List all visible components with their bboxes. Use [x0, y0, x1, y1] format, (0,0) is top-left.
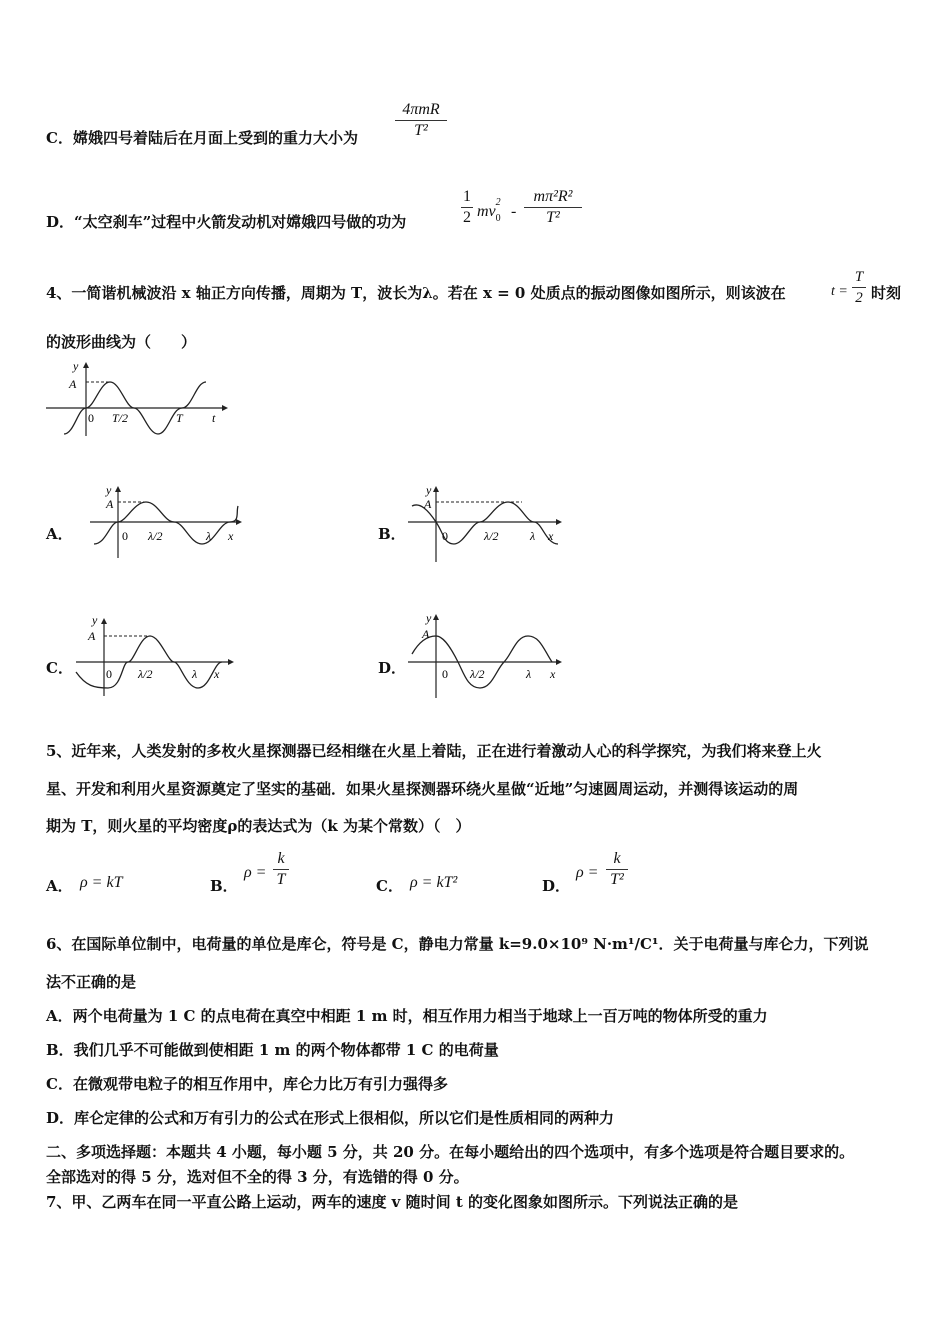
- q4-vibration-graph: [40, 358, 240, 438]
- amplitude-label: A: [106, 497, 114, 511]
- y-label: y: [92, 613, 98, 627]
- y-label: y: [426, 483, 432, 497]
- x-axis-arrow: [236, 519, 242, 525]
- half-wavelength-label: λ/2: [138, 667, 153, 681]
- q5-option-c-label[interactable]: C．: [376, 877, 403, 895]
- fraction-numerator: 4πmR: [402, 101, 440, 118]
- origin-label: 0: [122, 529, 128, 543]
- half-wavelength-label: λ/2: [148, 529, 163, 543]
- fraction-numerator: k: [277, 850, 285, 867]
- q6-option-c[interactable]: C．在微观带电粒子的相互作用中，库仑力比万有引力强得多: [46, 1075, 448, 1093]
- section2-line1: 二、多项选择题：本题共 4 小题，每小题 5 分，共 20 分。在每小题给出的四个选项中，有多个选项是符合题目要求的。: [46, 1143, 855, 1161]
- q4-option-a-graph: [86, 482, 246, 562]
- q5-option-b-label[interactable]: B．: [210, 877, 238, 895]
- q3-option-d-fraction: [524, 188, 582, 227]
- q4-line1: 4、一简谐机械波沿 x 轴正方向传播，周期为 T，波长为λ。若在 x = 0 处质点的振动图像如图所示，则该波在: [46, 284, 786, 302]
- fraction-numerator: 1: [463, 188, 471, 205]
- period-label: T: [176, 411, 183, 425]
- q3-option-c: C．嫦娥四号着陆后在月面上受到的重力大小为: [46, 129, 358, 147]
- q4-option-b-label[interactable]: B．: [378, 525, 406, 543]
- q3-option-c-fraction: [395, 101, 447, 140]
- x-label: x: [548, 529, 554, 543]
- wavelength-label: λ: [192, 667, 198, 681]
- section2-line2: 全部选对的得 5 分，选对但不全的得 3 分，有选错的得 0 分。: [46, 1168, 469, 1186]
- origin-label: 0: [88, 411, 94, 425]
- q6-option-b[interactable]: B．我们几乎不可能做到使相距 1 m 的两个物体都带 1 C 的电荷量: [46, 1041, 499, 1059]
- x-label: x: [550, 667, 556, 681]
- q6-option-d[interactable]: D．库仑定律的公式和万有引力的公式在形式上很相似，所以它们是性质相同的两种力: [46, 1109, 615, 1127]
- q4-t-fraction: [852, 268, 866, 307]
- q7-line1: 7、甲、乙两车在同一平直公路上运动，两车的速度 v 随时间 t 的变化图象如图所示。下列说法正确的是: [46, 1193, 738, 1211]
- x-label: x: [214, 667, 220, 681]
- t-label: t: [212, 411, 216, 425]
- q6-option-a[interactable]: A．两个电荷量为 1 C 的点电荷在真空中相距 1 m 时，相互作用力相当于地球上一百万吨的物体所受的重力: [46, 1007, 768, 1025]
- half-wavelength-label: λ/2: [484, 529, 499, 543]
- fraction-numerator: T: [854, 269, 864, 285]
- fraction-denominator: T²: [546, 209, 560, 226]
- y-axis-arrow: [83, 362, 89, 368]
- q6-line1: 6、在国际单位制中，电荷量的单位是库仑，符号是 C，静电力常量 k=9.0×10⁹ N·m¹/C¹．关于电荷量与库仑力，下列说: [46, 935, 869, 953]
- q4-line1-end: 时刻: [871, 284, 902, 302]
- y-axis-arrow: [433, 486, 439, 492]
- fraction-denominator: T²: [414, 122, 428, 139]
- q4-t-eq: t =: [831, 284, 848, 299]
- fraction-denominator: 2: [463, 209, 471, 226]
- q4-option-d-label[interactable]: D．: [378, 659, 407, 677]
- amplitude-label: A: [424, 497, 432, 511]
- y-label: y: [106, 483, 112, 497]
- q4-option-c-label[interactable]: C．: [46, 659, 73, 677]
- q6-line2: 法不正确的是: [46, 973, 137, 991]
- y-axis-arrow: [433, 614, 439, 620]
- fraction-denominator: 2: [855, 290, 863, 306]
- q4-option-d-graph: [404, 610, 569, 700]
- mv-term: mv: [477, 203, 496, 220]
- half-wavelength-label: λ/2: [470, 667, 485, 681]
- x-axis-arrow: [228, 659, 234, 665]
- fraction-denominator: T²: [610, 871, 624, 888]
- superscript: 2: [495, 197, 501, 208]
- x-axis-arrow: [556, 519, 562, 525]
- y-label: y: [426, 611, 432, 625]
- q5-option-b-fraction: [273, 850, 289, 889]
- q4-option-c-graph: [72, 612, 242, 697]
- wave-curve: [94, 502, 238, 544]
- q4-option-a-label[interactable]: A．: [46, 525, 73, 543]
- q4-option-b-graph: [404, 482, 569, 562]
- wavelength-label: λ: [206, 529, 212, 543]
- q5-line3: 期为 T，则火星的平均密度ρ的表达式为（k 为某个常数）（ ）: [46, 817, 471, 835]
- q5-option-d-label[interactable]: D．: [542, 877, 571, 895]
- q4-line2: 的波形曲线为（ ）: [46, 333, 197, 351]
- q5-option-c-expr: ρ = kT²: [410, 874, 458, 891]
- q5-option-d-fraction: [606, 850, 628, 889]
- fraction-numerator: k: [613, 850, 621, 867]
- x-axis-arrow: [556, 659, 562, 665]
- amplitude-label: A: [88, 629, 96, 643]
- q3-option-d-half: [461, 188, 473, 227]
- q5-line2: 星、开发和利用火星资源奠定了坚实的基础．如果火星探测器环绕火星做“近地”匀速圆周运动，并测得该运动的周: [46, 780, 799, 798]
- q3-option-d-mv: [477, 197, 501, 224]
- fraction-numerator: mπ²R²: [533, 188, 573, 205]
- y-axis-arrow: [101, 618, 107, 624]
- vibration-curve: [64, 382, 206, 434]
- q5-option-a-label[interactable]: A．: [46, 877, 73, 895]
- half-period-label: T/2: [112, 411, 129, 425]
- amplitude-label: A: [69, 377, 77, 391]
- wavelength-label: λ: [526, 667, 532, 681]
- fraction-denominator: T: [276, 871, 286, 888]
- q5-line1: 5、近年来，人类发射的多枚火星探测器已经相继在火星上着陆，正在进行着激动人心的科学探究，为我们将来登上火: [46, 742, 822, 760]
- amplitude-label: A: [422, 627, 430, 641]
- origin-label: 0: [442, 667, 448, 681]
- q5-option-d-lhs: ρ =: [576, 864, 599, 881]
- wavelength-label: λ: [530, 529, 536, 543]
- q5-option-a-expr: ρ = kT: [80, 874, 123, 891]
- x-label: x: [228, 529, 234, 543]
- q5-option-b-lhs: ρ =: [244, 864, 267, 881]
- origin-label: 0: [106, 667, 112, 681]
- q3-option-d-minus: -: [511, 203, 517, 220]
- t-axis-arrow: [222, 405, 228, 411]
- y-label: y: [73, 359, 79, 373]
- q3-option-d: D．“太空刹车”过程中火箭发动机对嫦娥四号做的功为: [46, 213, 407, 231]
- subscript: 0: [495, 213, 501, 224]
- y-axis-arrow: [115, 486, 121, 492]
- origin-label: 0: [442, 529, 448, 543]
